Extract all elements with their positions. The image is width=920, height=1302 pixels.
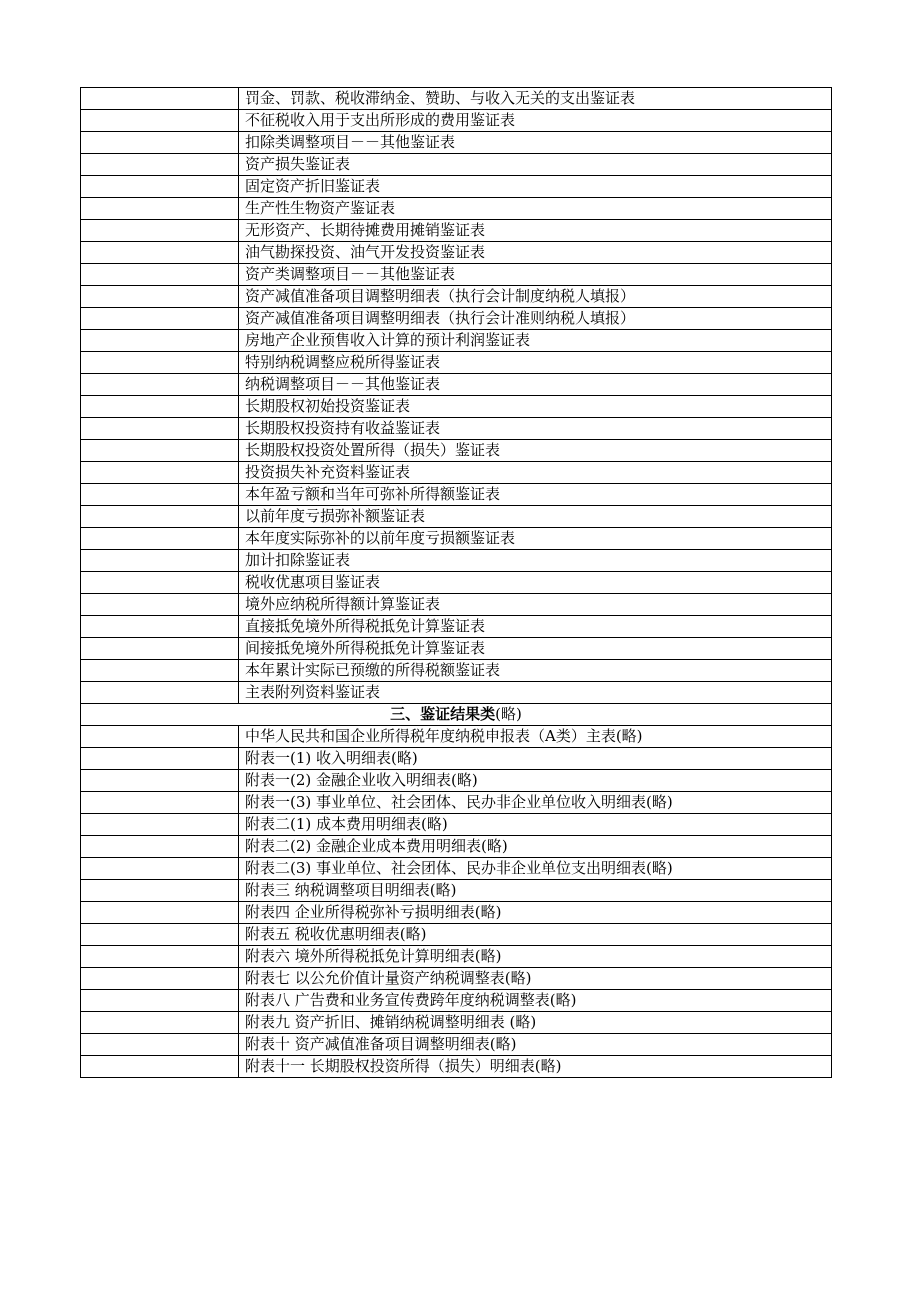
table-row <box>81 286 832 308</box>
form-name-cell: 直接抵免境外所得税抵免计算鉴证表 <box>239 616 832 638</box>
table-row <box>81 726 832 748</box>
table-row <box>81 572 832 594</box>
empty-cell <box>81 88 239 110</box>
empty-cell <box>81 462 239 484</box>
form-name-cell: 税收优惠项目鉴证表 <box>239 572 832 594</box>
table-row <box>81 528 832 550</box>
form-name-cell: 长期股权投资处置所得（损失）鉴证表 <box>239 440 832 462</box>
form-name-cell: 附表一(2) 金融企业收入明细表(略) <box>239 770 832 792</box>
table-row <box>81 594 832 616</box>
form-name-cell: 生产性生物资产鉴证表 <box>239 198 832 220</box>
table-row <box>81 1012 832 1034</box>
table-row <box>81 792 832 814</box>
section-title-suffix: (略) <box>495 705 522 723</box>
form-name-cell: 扣除类调整项目－－其他鉴证表 <box>239 132 832 154</box>
table-body-top <box>81 88 832 704</box>
empty-cell <box>81 748 239 770</box>
form-name-cell: 附表二(2) 金融企业成本费用明细表(略) <box>239 836 832 858</box>
empty-cell <box>81 968 239 990</box>
table-row <box>81 748 832 770</box>
empty-cell <box>81 418 239 440</box>
table-row <box>81 550 832 572</box>
empty-cell <box>81 264 239 286</box>
empty-cell <box>81 374 239 396</box>
table-row <box>81 176 832 198</box>
empty-cell <box>81 990 239 1012</box>
empty-cell <box>81 594 239 616</box>
section-header-row <box>81 704 832 726</box>
table-body-section <box>81 704 832 726</box>
table-row <box>81 242 832 264</box>
form-name-cell: 附表二(3) 事业单位、社会团体、民办非企业单位支出明细表(略) <box>239 858 832 880</box>
form-name-cell: 附表二(1) 成本费用明细表(略) <box>239 814 832 836</box>
form-name-cell: 资产减值准备项目调整明细表（执行会计准则纳税人填报） <box>239 308 832 330</box>
empty-cell <box>81 880 239 902</box>
form-name-cell: 无形资产、长期待摊费用摊销鉴证表 <box>239 220 832 242</box>
table-row <box>81 330 832 352</box>
table-row <box>81 462 832 484</box>
empty-cell <box>81 638 239 660</box>
table-row <box>81 506 832 528</box>
empty-cell <box>81 682 239 704</box>
table-row <box>81 264 832 286</box>
form-name-cell: 本年盈亏额和当年可弥补所得额鉴证表 <box>239 484 832 506</box>
form-name-cell: 间接抵免境外所得税抵免计算鉴证表 <box>239 638 832 660</box>
empty-cell <box>81 660 239 682</box>
empty-cell <box>81 616 239 638</box>
empty-cell <box>81 814 239 836</box>
form-name-cell: 房地产企业预售收入计算的预计利润鉴证表 <box>239 330 832 352</box>
table-row <box>81 308 832 330</box>
form-name-cell: 主表附列资料鉴证表 <box>239 682 832 704</box>
table-row <box>81 968 832 990</box>
section-header-cell <box>81 704 832 726</box>
empty-cell <box>81 528 239 550</box>
form-list-table <box>80 87 832 1078</box>
form-name-cell: 资产减值准备项目调整明细表（执行会计制度纳税人填报） <box>239 286 832 308</box>
empty-cell <box>81 308 239 330</box>
empty-cell <box>81 154 239 176</box>
table-row <box>81 132 832 154</box>
empty-cell <box>81 902 239 924</box>
empty-cell <box>81 1034 239 1056</box>
table-row <box>81 352 832 374</box>
empty-cell <box>81 132 239 154</box>
empty-cell <box>81 1056 239 1078</box>
empty-cell <box>81 770 239 792</box>
table-row <box>81 902 832 924</box>
empty-cell <box>81 726 239 748</box>
form-name-cell: 投资损失补充资料鉴证表 <box>239 462 832 484</box>
form-name-cell: 附表一(3) 事业单位、社会团体、民办非企业单位收入明细表(略) <box>239 792 832 814</box>
form-name-cell: 附表一(1) 收入明细表(略) <box>239 748 832 770</box>
form-name-cell: 油气勘探投资、油气开发投资鉴证表 <box>239 242 832 264</box>
empty-cell <box>81 550 239 572</box>
table-row <box>81 924 832 946</box>
table-row <box>81 418 832 440</box>
table-row <box>81 198 832 220</box>
form-name-cell: 本年度实际弥补的以前年度亏损额鉴证表 <box>239 528 832 550</box>
form-name-cell: 附表三 纳税调整项目明细表(略) <box>239 880 832 902</box>
table-row <box>81 154 832 176</box>
empty-cell <box>81 858 239 880</box>
empty-cell <box>81 330 239 352</box>
empty-cell <box>81 836 239 858</box>
empty-cell <box>81 352 239 374</box>
form-name-cell: 附表四 企业所得税弥补亏损明细表(略) <box>239 902 832 924</box>
table-row <box>81 88 832 110</box>
table-row <box>81 770 832 792</box>
form-name-cell: 附表八 广告费和业务宣传费跨年度纳税调整表(略) <box>239 990 832 1012</box>
table-row <box>81 616 832 638</box>
table-body-bottom <box>81 726 832 1078</box>
form-name-cell: 固定资产折旧鉴证表 <box>239 176 832 198</box>
table-row <box>81 638 832 660</box>
table-row <box>81 220 832 242</box>
form-name-cell: 资产类调整项目－－其他鉴证表 <box>239 264 832 286</box>
table-row <box>81 396 832 418</box>
empty-cell <box>81 220 239 242</box>
form-name-cell: 附表十一 长期股权投资所得（损失）明细表(略) <box>239 1056 832 1078</box>
form-name-cell: 中华人民共和国企业所得税年度纳税申报表（A类）主表(略) <box>239 726 832 748</box>
form-name-cell: 罚金、罚款、税收滞纳金、赞助、与收入无关的支出鉴证表 <box>239 88 832 110</box>
table-row <box>81 814 832 836</box>
section-title: 三、鉴证结果类 <box>390 705 496 723</box>
empty-cell <box>81 946 239 968</box>
table-row <box>81 440 832 462</box>
form-name-cell: 境外应纳税所得额计算鉴证表 <box>239 594 832 616</box>
table-row <box>81 484 832 506</box>
empty-cell <box>81 286 239 308</box>
empty-cell <box>81 396 239 418</box>
empty-cell <box>81 110 239 132</box>
table-row <box>81 660 832 682</box>
form-name-cell: 长期股权投资持有收益鉴证表 <box>239 418 832 440</box>
table-row <box>81 682 832 704</box>
form-name-cell: 以前年度亏损弥补额鉴证表 <box>239 506 832 528</box>
empty-cell <box>81 484 239 506</box>
table-row <box>81 1034 832 1056</box>
table-row <box>81 946 832 968</box>
empty-cell <box>81 924 239 946</box>
form-name-cell: 长期股权初始投资鉴证表 <box>239 396 832 418</box>
form-name-cell: 附表六 境外所得税抵免计算明细表(略) <box>239 946 832 968</box>
table-row <box>81 858 832 880</box>
table-row <box>81 1056 832 1078</box>
form-name-cell: 加计扣除鉴证表 <box>239 550 832 572</box>
empty-cell <box>81 242 239 264</box>
form-name-cell: 附表九 资产折旧、摊销纳税调整明细表 (略) <box>239 1012 832 1034</box>
empty-cell <box>81 1012 239 1034</box>
empty-cell <box>81 198 239 220</box>
form-name-cell: 纳税调整项目－－其他鉴证表 <box>239 374 832 396</box>
table-row <box>81 990 832 1012</box>
form-name-cell: 不征税收入用于支出所形成的费用鉴证表 <box>239 110 832 132</box>
empty-cell <box>81 506 239 528</box>
form-name-cell: 附表五 税收优惠明细表(略) <box>239 924 832 946</box>
form-name-cell: 附表十 资产减值准备项目调整明细表(略) <box>239 1034 832 1056</box>
table-row <box>81 374 832 396</box>
empty-cell <box>81 176 239 198</box>
empty-cell <box>81 572 239 594</box>
table-row <box>81 880 832 902</box>
table-row <box>81 110 832 132</box>
empty-cell <box>81 440 239 462</box>
form-name-cell: 资产损失鉴证表 <box>239 154 832 176</box>
form-name-cell: 特别纳税调整应税所得鉴证表 <box>239 352 832 374</box>
empty-cell <box>81 792 239 814</box>
form-name-cell: 附表七 以公允价值计量资产纳税调整表(略) <box>239 968 832 990</box>
form-name-cell: 本年累计实际已预缴的所得税额鉴证表 <box>239 660 832 682</box>
table-row <box>81 836 832 858</box>
